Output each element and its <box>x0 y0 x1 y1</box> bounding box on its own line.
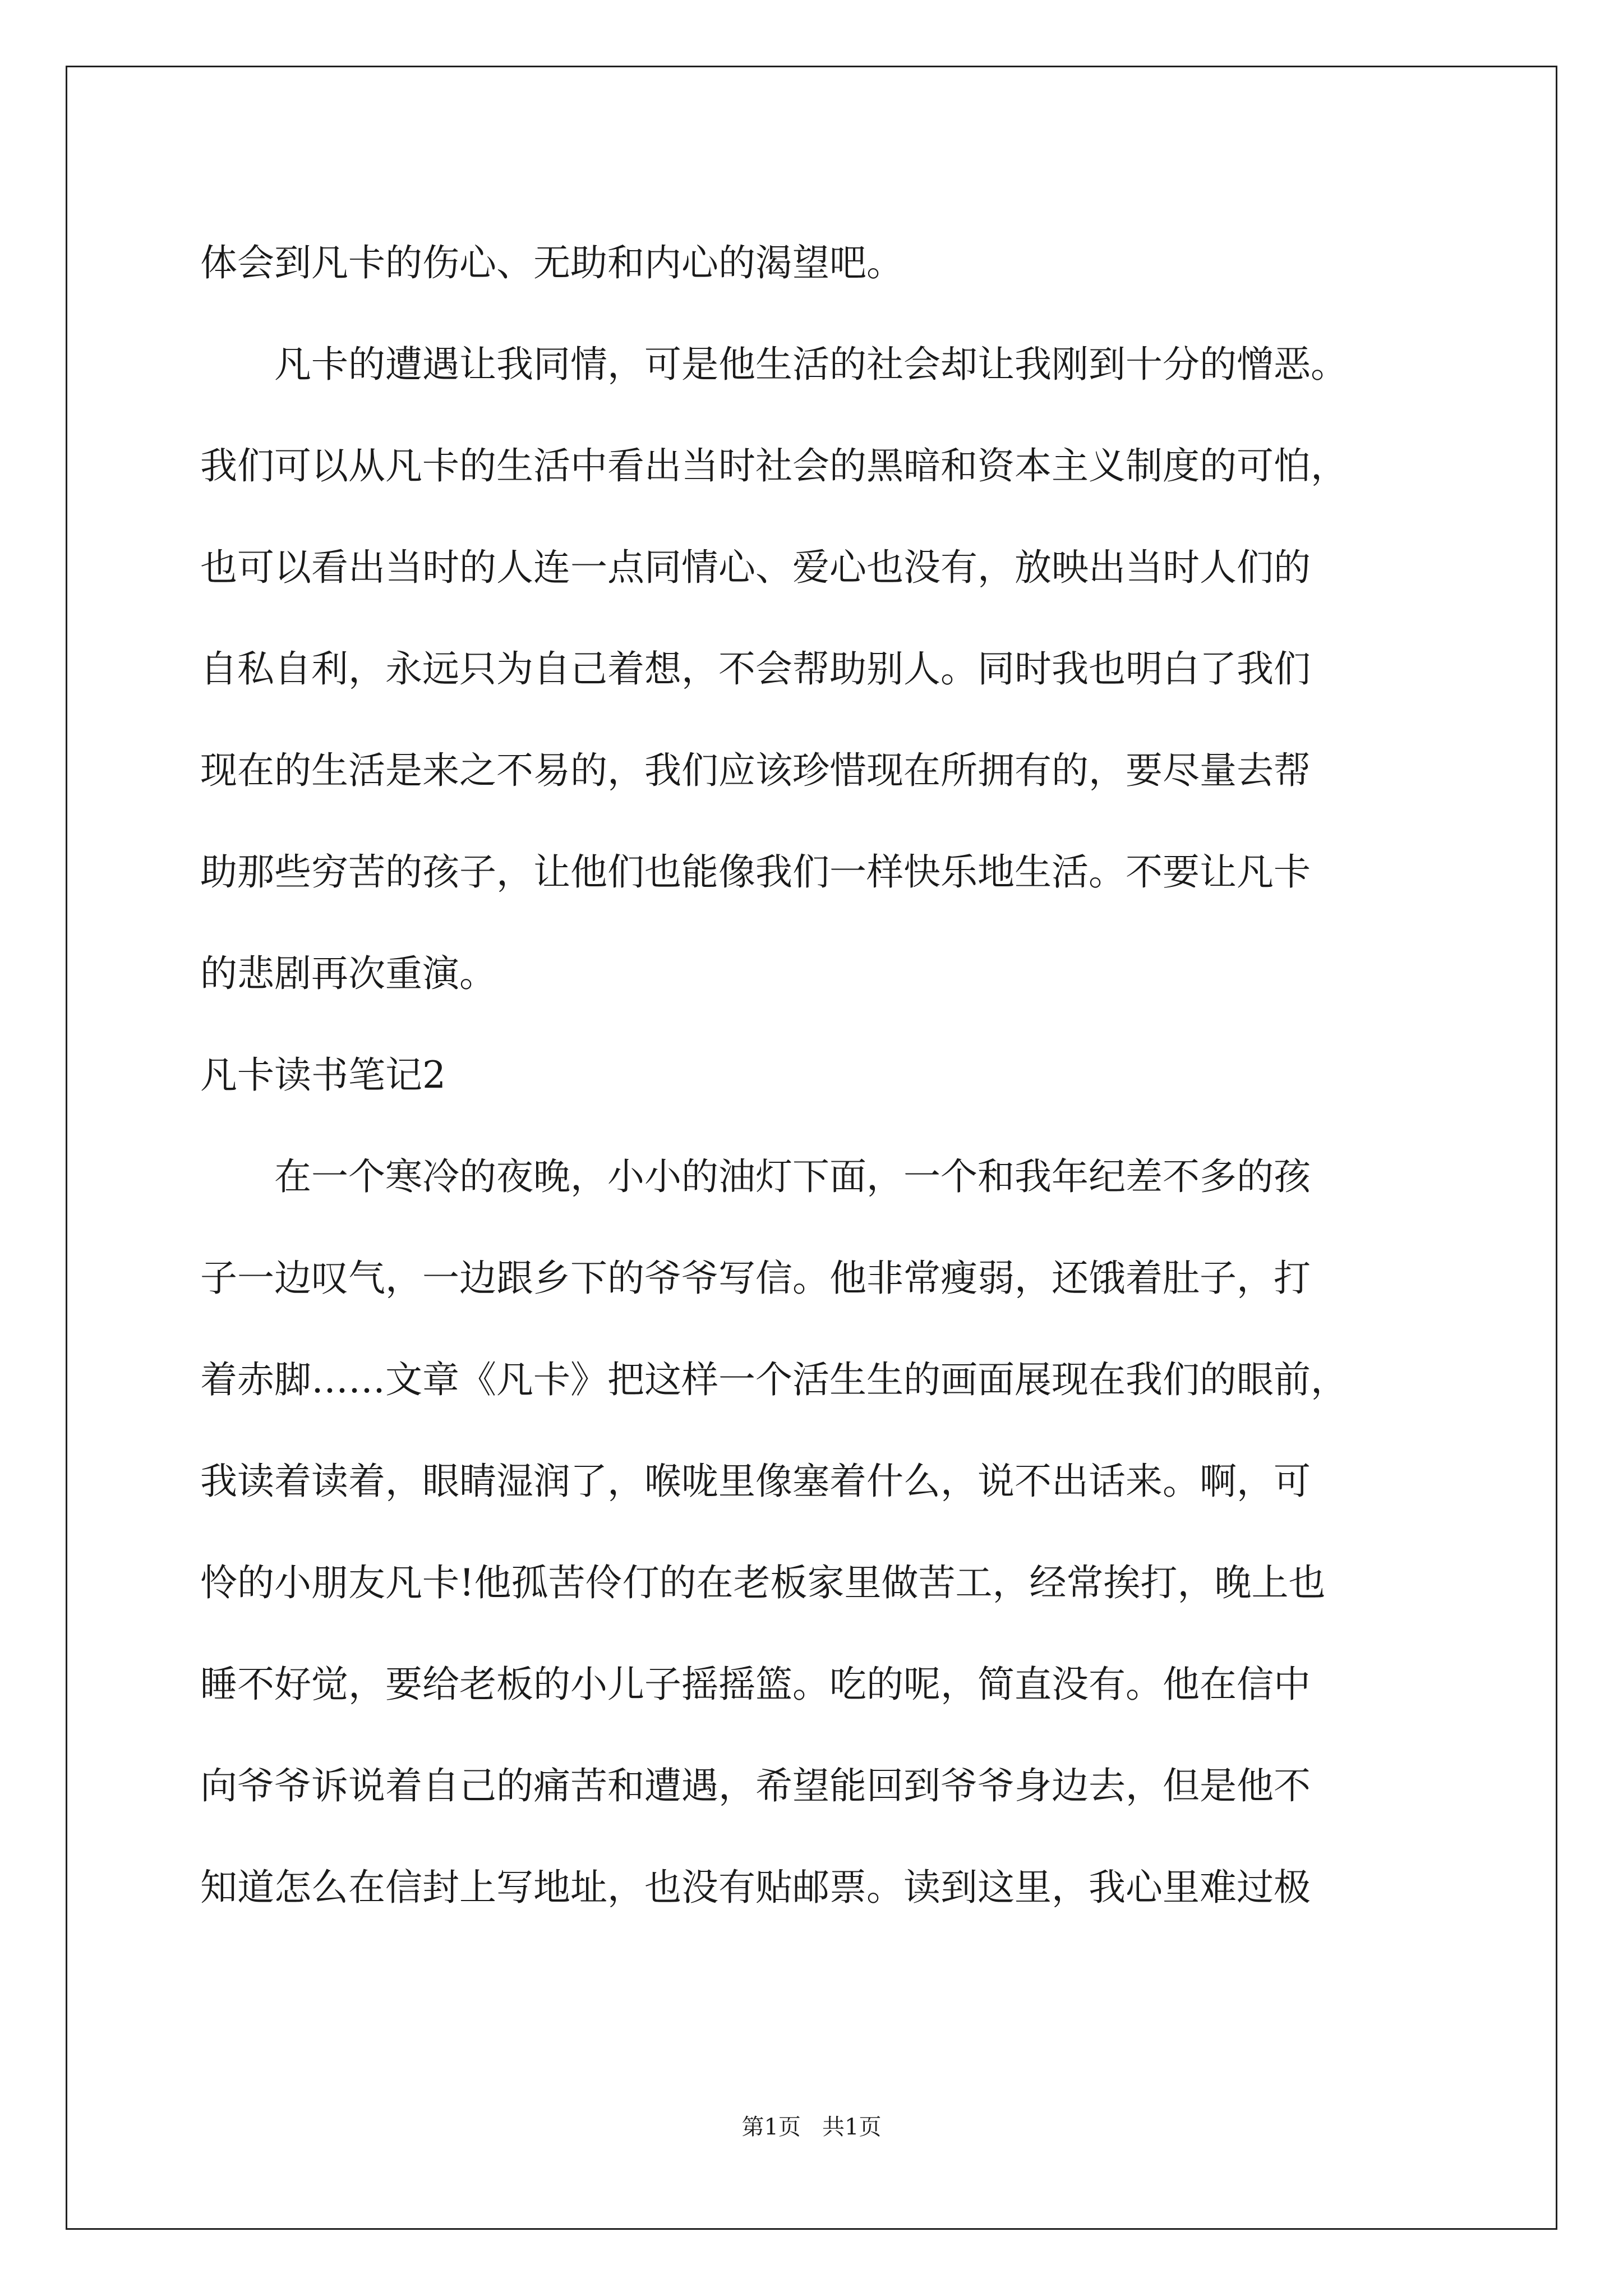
text-line: 我读着读着，眼睛湿润了，喉咙里像塞着什么，说不出话来。啊，可 <box>200 1460 1311 1503</box>
text-line: 体会到凡卡的伤心、无助和内心的渴望吧。 <box>200 241 903 284</box>
text-line: 怜的小朋友凡卡!他孤苦伶仃的在老板家里做苦工，经常挨打，晚上也 <box>200 1561 1326 1604</box>
text-line: 在一个寒冷的夜晚，小小的油灯下面，一个和我年纪差不多的孩 <box>274 1155 1311 1198</box>
text-line: 子一边叹气，一边跟乡下的爷爷写信。他非常瘦弱，还饿着肚子，打 <box>200 1257 1311 1300</box>
text-line: 也可以看出当时的人连一点同情心、爱心也没有，放映出当时人们的 <box>200 546 1311 589</box>
text-line: 知道怎么在信封上写地址，也没有贴邮票。读到这里，我心里难过极 <box>200 1866 1311 1909</box>
text-line: 着赤脚……文章《凡卡》把这样一个活生生的画面展现在我们的眼前， <box>200 1358 1348 1401</box>
text-line: 助那些穷苦的孩子，让他们也能像我们一样快乐地生活。不要让凡卡 <box>200 850 1311 894</box>
document-body <box>200 212 1445 1938</box>
page-footer: 第1页 共1页 <box>741 2114 882 2140</box>
text-line: 我们可以从凡卡的生活中看出当时社会的黑暗和资本主义制度的可怕， <box>200 444 1348 487</box>
text-line: 自私自利，永远只为自己着想，不会帮助别人。同时我也明白了我们 <box>200 647 1311 691</box>
text-line: 的悲剧再次重演。 <box>200 952 496 995</box>
text-line: 凡卡的遭遇让我同情，可是他生活的社会却让我刚到十分的憎恶。 <box>274 343 1348 386</box>
section-heading: 凡卡读书笔记2 <box>200 1053 446 1097</box>
text-line: 向爷爷诉说着自己的痛苦和遭遇，希望能回到爷爷身边去，但是他不 <box>200 1764 1311 1807</box>
text-line: 睡不好觉，要给老板的小儿子摇摇篮。吃的呢，简直没有。他在信中 <box>200 1663 1311 1706</box>
text-line: 现在的生活是来之不易的，我们应该珍惜现在所拥有的，要尽量去帮 <box>200 749 1311 792</box>
